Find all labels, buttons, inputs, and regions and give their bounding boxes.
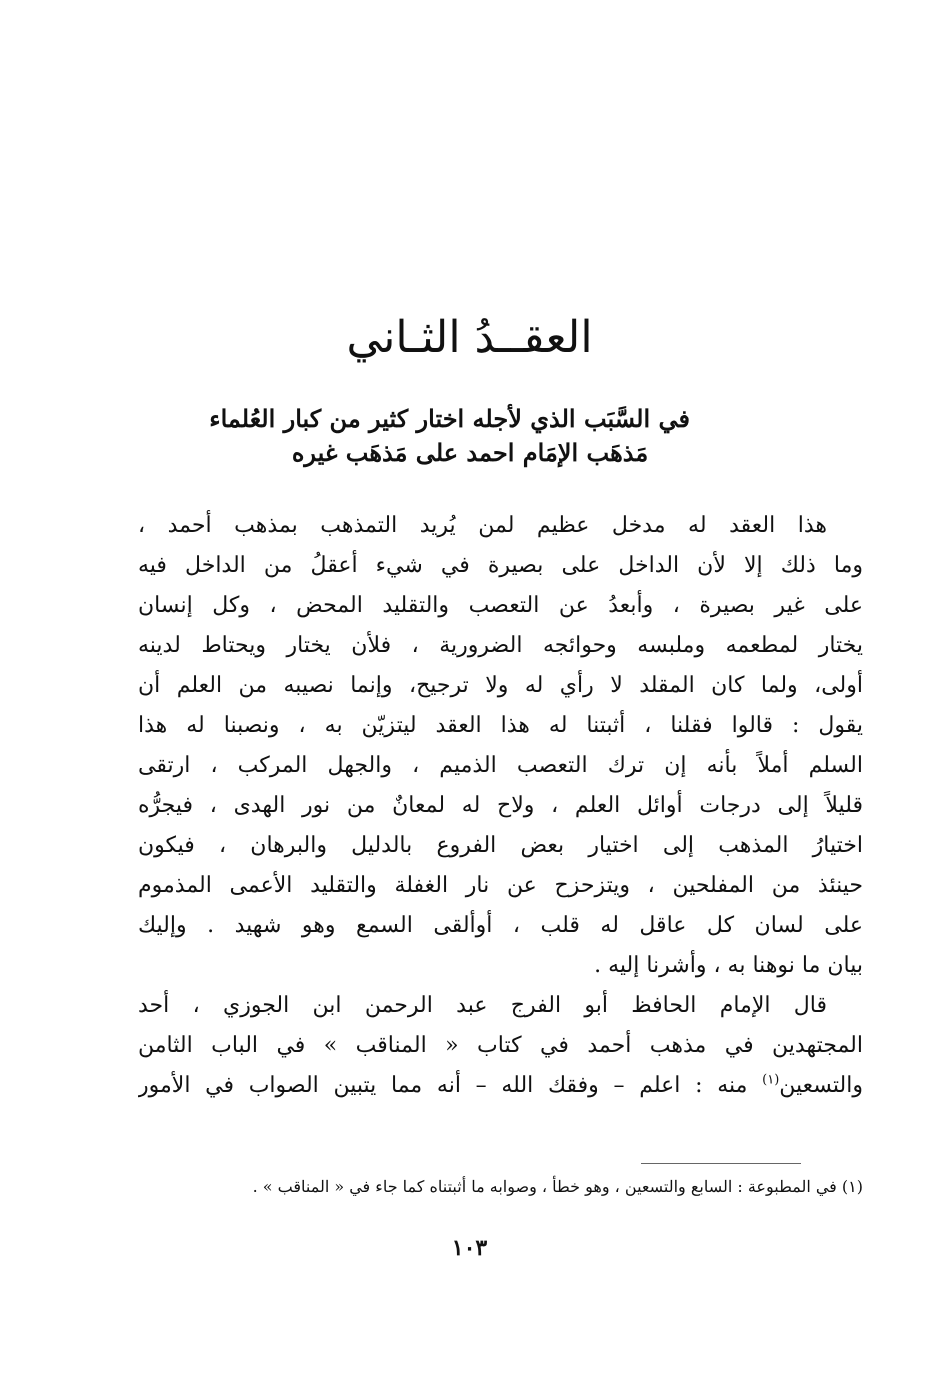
paragraph-1-line: يقول : قالوا فقلنا ، أثبتنا له هذا العقد ليتزيّن به ، ونصبنا له هذا [138, 713, 863, 738]
paragraph-1-line: السلم أملاً بأنه إن ترك التعصب الذميم ، والجهل المركب ، ارتقى [138, 753, 863, 778]
paragraph-1-line: بيان ما نوهنا به ، وأشرنا إليه . [594, 953, 863, 978]
subtitle-line-1: في السَّبَب الذي لأجله اختار كثير من كبار العُلماء [209, 404, 690, 433]
paragraph-2-text-after-mark: منه : اعلم – وفقك الله – أنه مما يتبين الصواب في الأمور [138, 1073, 763, 1098]
paragraph-1-line: أولى، ولما كان المقلد لا رأي له ولا ترجيح، وإنما نصيبه من العلم أن [138, 673, 863, 698]
body-text [138, 506, 863, 1106]
chapter-title: العقــدُ الثـاني [346, 312, 593, 363]
paragraph-1-line: يختار لمطعمه وملبسه وحوائجه الضرورية ، فلأن يختار ويحتاط لدينه [138, 633, 863, 658]
paragraph-1-line: حينئذ من المفلحين ، ويتزحزح عن نار الغفلة والتقليد الأعمى المذموم [138, 873, 863, 898]
paragraph-1-line: قليلاً إلى درجات أوائل العلم ، ولاح له لمعانٌ من نور الهدى ، فيجرُّه [138, 793, 863, 818]
chapter-subtitle [209, 402, 690, 470]
subtitle-line-2: مَذهَب الإمَام احمد على مَذهَب غيره [291, 438, 649, 467]
paragraph-2-line: قال الإمام الحافظ أبو الفرج عبد الرحمن ابن الجوزي ، أحد [138, 993, 827, 1018]
paragraph-1-line: على غير بصيرة ، وأبعدُ عن التعصب والتقليد المحض ، وكل إنسان [138, 593, 863, 618]
footnote: (١) في المطبوعة : السابع والتسعين ، وهو خطأ ، وصوابه ما أثبتناه كما جاء في « المناقب » . [252, 1177, 863, 1196]
paragraph-2-line: المجتهدين في مذهب أحمد في كتاب « المناقب » في الباب الثامن [138, 1033, 863, 1058]
paragraph-1-line: اختيارُ المذهب إلى اختيار بعض الفروع بالدليل والبرهان ، فيكون [138, 833, 863, 858]
paragraph-2-text-before-mark: والتسعين [779, 1073, 863, 1098]
paragraph-1-line: هذا العقد له مدخل عظيم لمن يُريد التمذهب بمذهب أحمد ، [138, 513, 827, 538]
footnote-divider [641, 1163, 801, 1164]
paragraph-2-line-with-footnote [138, 1066, 863, 1106]
footnote-reference-mark[interactable]: (١) [762, 1072, 780, 1088]
page-number: ١٠٣ [451, 1235, 488, 1261]
paragraph-1-line: على لسان كل عاقل له قلب ، أوألقى السمع وهو شهيد . وإليك [138, 913, 863, 938]
paragraph-1-line: وما ذلك إلا لأن الداخل على بصيرة في شيء أعقلُ من الداخل فيه [138, 553, 863, 578]
